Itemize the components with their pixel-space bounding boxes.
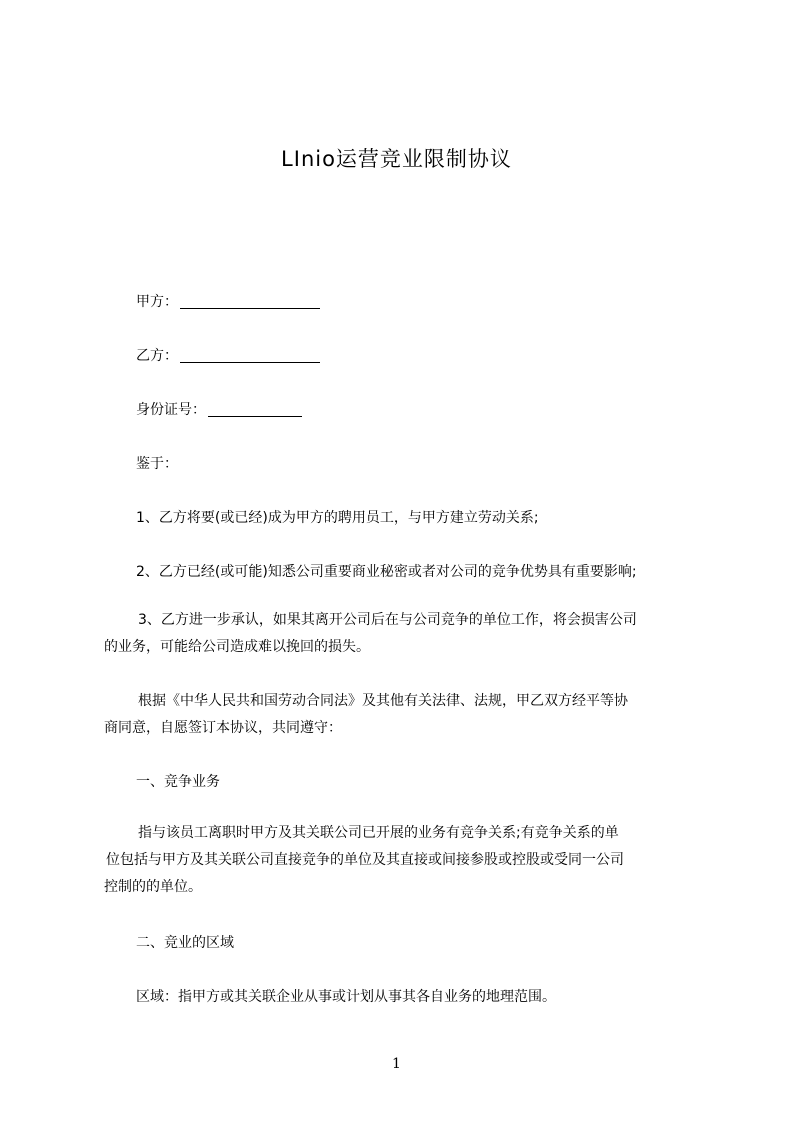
document-title: LInio运营竞业限制协议 (281, 147, 512, 171)
section-1-line-3: 控制的的单位。 (104, 879, 202, 895)
party-a-blank (180, 294, 320, 309)
clause-3-line-2: 的业务，可能给公司造成难以挽回的损失。 (104, 639, 370, 655)
clause-3 (104, 607, 714, 661)
whereas-heading: 鉴于： (136, 456, 178, 472)
section-1-line-2: 位包括与甲方及其关联公司直接竞争的单位及其直接或间接参股或控股或受同一公司 (106, 852, 624, 868)
id-number-label: 身份证号： (136, 402, 206, 418)
party-b-line (136, 345, 320, 365)
clause-2: 2、乙方已经(或可能)知悉公司重要商业秘密或者对公司的竞争优势具有重要影响; (136, 564, 637, 580)
id-number-line (136, 399, 302, 419)
clause-3-line-1: 3、乙方进一步承认，如果其离开公司后在与公司竞争的单位工作，将会损害公司 (138, 612, 637, 628)
clause-1: 1、乙方将要(或已经)成为甲方的聘用员工，与甲方建立劳动关系; (136, 510, 539, 526)
legal-basis-line-2: 商同意，自愿签订本协议，共同遵守： (104, 720, 342, 736)
legal-basis-paragraph (104, 688, 714, 742)
party-b-label: 乙方： (136, 348, 178, 364)
section-1-line-1: 指与该员工离职时甲方及其关联公司已开展的业务有竞争关系;有竞争关系的单 (138, 825, 619, 841)
party-a-line (136, 291, 320, 311)
legal-basis-line-1: 根据《中华人民共和国劳动合同法》及其他有关法律、法规，甲乙双方经平等协 (138, 693, 628, 709)
section-1-heading: 一、竞争业务 (136, 774, 220, 790)
section-1-paragraph (104, 820, 714, 901)
party-b-blank (180, 348, 320, 363)
section-2-heading: 二、竞业的区域 (136, 935, 234, 951)
party-a-label: 甲方： (136, 294, 178, 310)
id-number-blank (208, 402, 302, 417)
section-2-text: 区域：指甲方或其关联企业从事或计划从事其各自业务的地理范围。 (136, 989, 556, 1005)
page-number: 1 (392, 1056, 401, 1072)
